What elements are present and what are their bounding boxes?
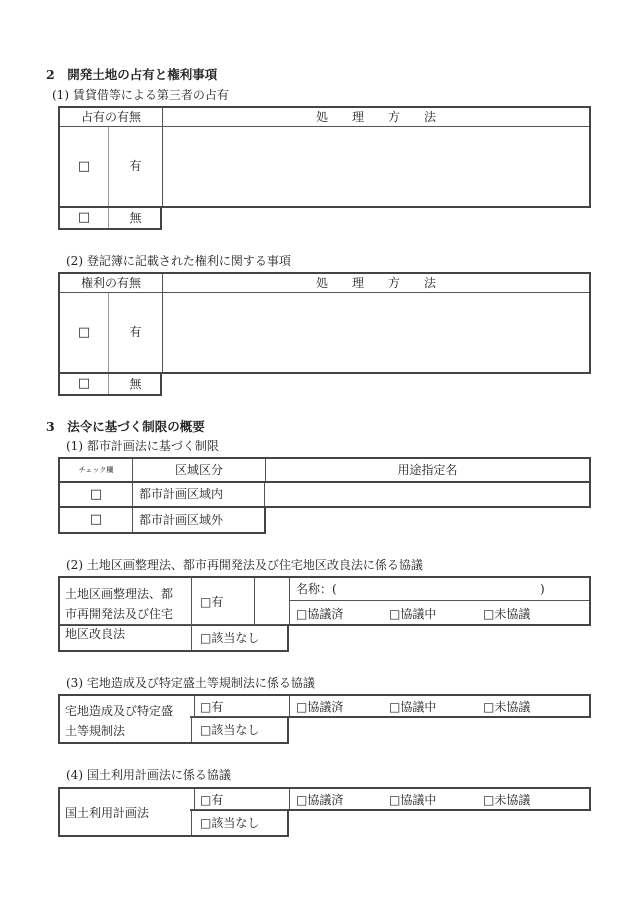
s2-p1-col2: 処 理 方 法 <box>163 108 589 127</box>
s3-p1-row1-checkbox[interactable]: □ <box>60 483 133 506</box>
s3-p2-law-line3: 地区改良法 <box>65 627 126 641</box>
s2-p2-col2: 処 理 方 法 <box>163 274 589 293</box>
s2-p1-col1: 占有の有無 <box>60 108 163 127</box>
s2-p2-yes-checkbox[interactable]: □ <box>60 293 109 372</box>
s3-p4-title: (4) 国土利用計画法に係る協議 <box>66 768 231 782</box>
s3-p1-header-row <box>58 457 591 483</box>
s3-p1-col-check: チェック欄 <box>60 459 133 481</box>
s3-p4-law-cell <box>60 789 190 835</box>
s3-p3-notyet-checkbox[interactable]: □未協議 <box>483 700 531 714</box>
s2-p2-no-checkbox[interactable]: □ <box>60 374 109 394</box>
s3-p1-row1-label: 都市計画区域内 <box>133 483 265 506</box>
s2-p1-title: (1) 賃貸借等による第三者の占有 <box>52 88 229 102</box>
s3-p3-ongoing-checkbox[interactable]: □協議中 <box>389 700 437 714</box>
s2-p1-no-checkbox[interactable]: □ <box>60 208 109 228</box>
s3-p3-title: (3) 宅地造成及び特定盛土等規制法に係る協議 <box>66 676 315 690</box>
s3-p1-row2-label: 都市計画区域外 <box>139 513 224 527</box>
s3-p2-name-close: ) <box>540 582 545 596</box>
section-2-heading: 2 開発土地の占有と権利事項 <box>46 67 218 82</box>
s3-p4-has-checkbox[interactable]: □有 <box>200 793 224 807</box>
s3-p3-law-line2: 土等規制法 <box>65 724 126 738</box>
s2-p2-yes-label: 有 <box>109 293 163 372</box>
s3-p1-row2 <box>58 508 266 534</box>
s3-p2-done-checkbox[interactable]: □協議済 <box>296 607 344 621</box>
s3-p4-ongoing-checkbox[interactable]: □協議中 <box>389 793 437 807</box>
s3-p3-na-checkbox[interactable]: □該当なし <box>200 723 260 737</box>
s3-p1-title: (1) 都市計画法に基づく制限 <box>66 439 219 453</box>
s2-p2-no-row <box>58 374 162 396</box>
section-3-heading: 3 法令に基づく制限の概要 <box>46 419 205 434</box>
s3-p1-row2-checkbox[interactable]: □ <box>60 508 133 532</box>
s3-p2-law-line1: 土地区画整理法、都 <box>65 587 174 601</box>
s3-p1-row1 <box>58 483 591 508</box>
s3-p2-na-row <box>58 624 289 652</box>
s3-p2-title: (2) 土地区画整理法、都市再開発法及び住宅地区改良法に係る協議 <box>66 558 423 572</box>
s3-p3-has-checkbox[interactable]: □有 <box>200 700 224 714</box>
s2-p2-title: (2) 登記簿に記載された権利に関する事項 <box>66 254 291 268</box>
s3-p4-notyet-checkbox[interactable]: □未協議 <box>483 793 531 807</box>
s3-p4-done-checkbox[interactable]: □協議済 <box>296 793 344 807</box>
s2-p2-no-label: 無 <box>129 377 142 391</box>
s3-p4-law-label: 国土利用計画法 <box>65 806 150 820</box>
s2-p1-no-label: 無 <box>129 211 142 225</box>
s3-p3-law-cell <box>60 696 190 742</box>
s2-p2-col1: 権利の有無 <box>60 274 163 293</box>
s3-p2-notyet-checkbox[interactable]: □未協議 <box>483 607 531 621</box>
s3-p2-name-label: 名称：( <box>296 582 337 596</box>
s3-p4-na-checkbox[interactable]: □該当なし <box>200 816 260 830</box>
s3-p3-done-checkbox[interactable]: □協議済 <box>296 700 344 714</box>
s3-p2-law-line2: 市再開発法及び住宅 <box>65 607 174 621</box>
s3-p1-col-area: 区域区分 <box>133 459 266 481</box>
s3-p2-has-checkbox[interactable]: □有 <box>200 595 224 609</box>
s3-p2-ongoing-checkbox[interactable]: □協議中 <box>389 607 437 621</box>
s2-p1-yes-checkbox[interactable]: □ <box>60 127 109 206</box>
s2-p1-table <box>58 106 591 208</box>
s2-p2-table <box>58 272 591 374</box>
s2-p1-no-row <box>58 208 162 230</box>
s2-p1-yes-label: 有 <box>109 127 163 206</box>
s3-p2-na-checkbox[interactable]: □該当なし <box>200 631 260 645</box>
s3-p3-law-line1: 宅地造成及び特定盛 <box>65 704 174 718</box>
s3-p1-col-use: 用途指定名 <box>397 463 458 477</box>
